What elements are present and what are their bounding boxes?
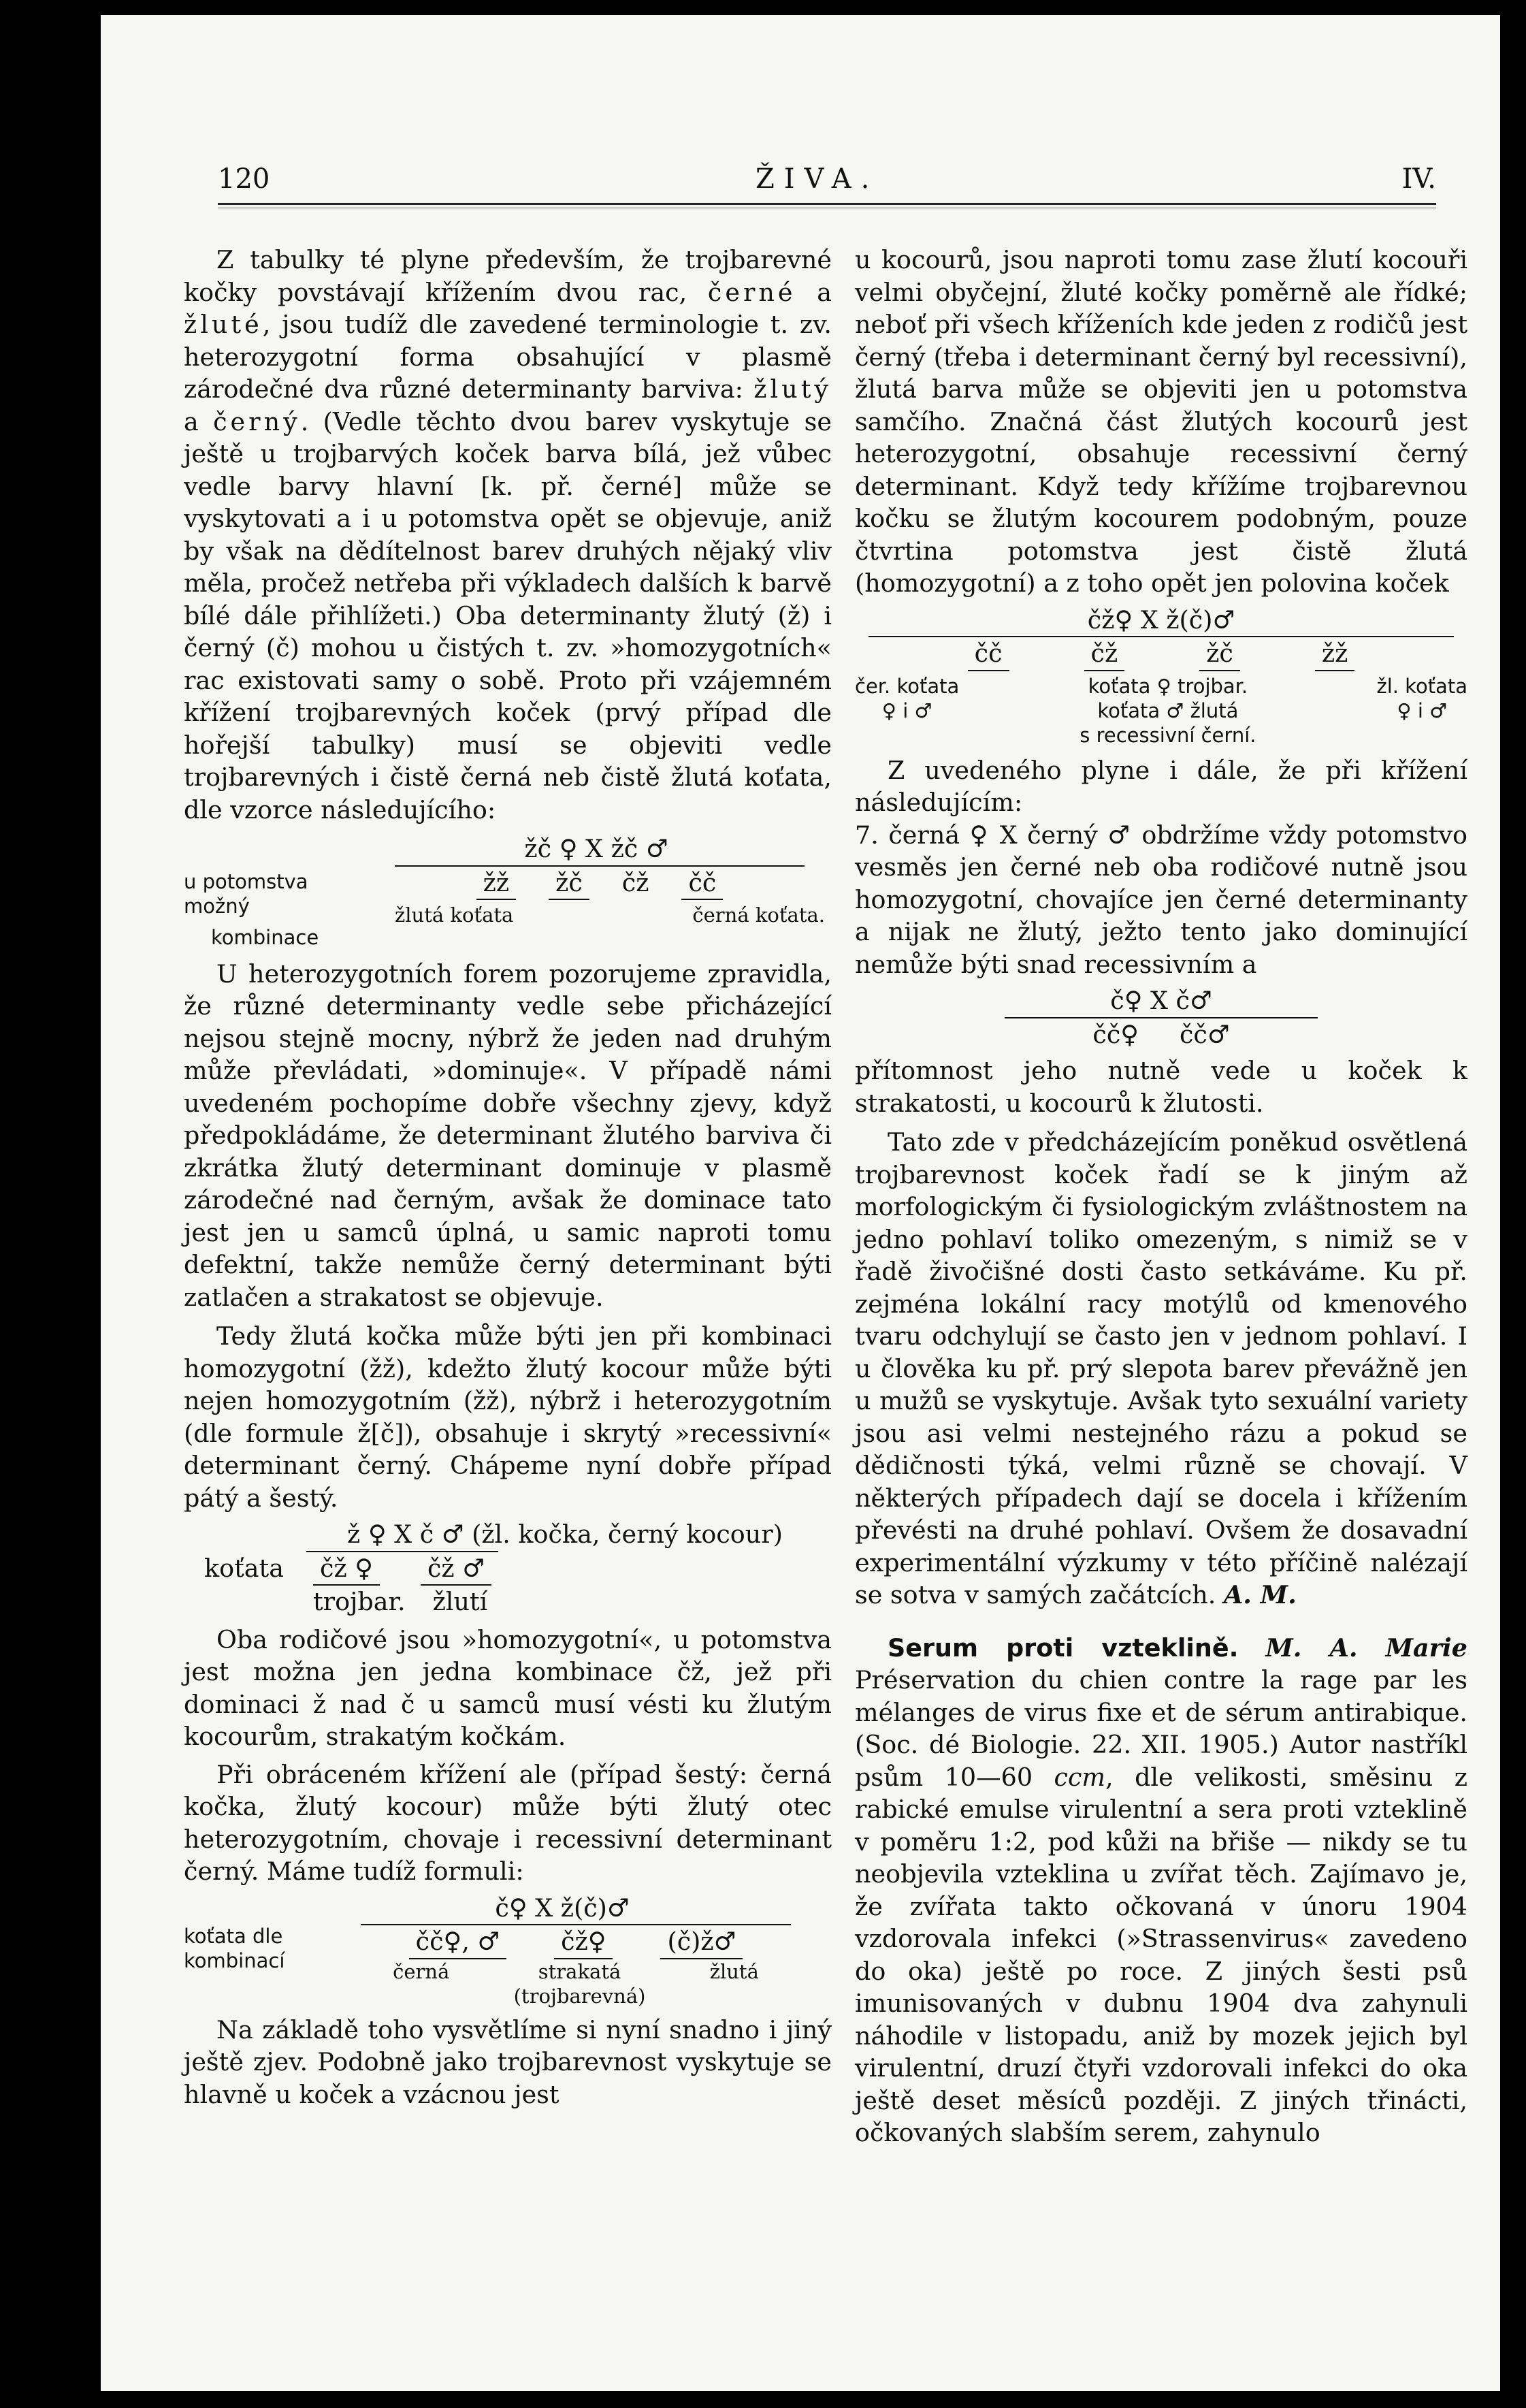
- paragraph: Z uvedeného plyne i dále, že při křížení následujícím:: [855, 755, 1467, 817]
- page-number: 120: [218, 163, 270, 195]
- right-column: [855, 244, 1467, 2149]
- paragraph: Tato zde v předcházejícím poněkud osvětlená trojbarevnost koček řadí se k jiným až morfologickým či fysiologickým zvláštnostem na jedno pohlaví toliko omezeným, s nimiž se v řadě živočišné dosti často setkáváme. Ku př. zejména lokální racy motýlů od kmenového tvaru odchylují se často jen v jednom pohlaví. I u člověka ku př. prý slepota barev převážně jen u mužů se vyskytuje. Avšak tyto sexuální variety jsou asi velmi nestejného rázu a pokud se dědičnosti týká, velmi různě se chovají. V některých případech dají se docela i křížením převésti na druhé pohlaví. Ovšem že dosavadní experimentální výzkumy v této příčině nalézají se sotva v samých začátcích. A. M.: [855, 1127, 1467, 1609]
- paragraph: Při obráceném křížení ale (případ šestý: černá kočka, žlutý kocour) může býti žlutý otec heterozygotním, chovaje i recessivní determinant černý. Máme tudíž formuli:: [184, 1759, 832, 1886]
- formula-4: čž♀ X ž(č)♂ čč čž žč žž čer. koťata ♀ i ♂ koťata ♀ trojbar. koťata ♂ žlutá s recessivní černí. žl. koťata ♀ i ♂: [855, 605, 1467, 747]
- paragraph: přítomnost jeho nutně vede u koček k strakatosti, u kocourů k žlutosti.: [855, 1056, 1467, 1118]
- running-header: [218, 163, 1436, 193]
- formula-1: žč ♀ X žč ♂ u potomstva možný kombinace žž žč čž čč žlutá koťata černá koťata.: [184, 834, 825, 949]
- paragraph: Serum proti vzteklině. M. A. Marie Préservation du chien contre la rage par les mélanges de virus fixe et de sérum antirabique. (Soc. dé Biologie. 22. XII. 1905.) Autor nastříkl psům 10—60 ccm, dle velikosti, směsinu z rabické emulse virulentní a sera proti vzteklině v poměru 1:2, pod kůži na břiše — nikdy se tu neobjevila vzteklina u zvířat těch. Zajímavo je, že zvířata takto očkovaná v únoru 1904 vzdorovala infekci (»Strassenvirus« zavedeno do oka) ještě po roce. Z jiných šesti psů imunisovaných v dubnu 1904 dva zahynuli náhodile v listopadu, aniž by mozek jejich byl virulentní, druzí čtyři vzdorovali infekci do oka ještě deset měsíců později. Z jiných třinácti, očkovaných slabším serem, zahynulo: [855, 1633, 1467, 2147]
- paragraph: u kocourů, jsou naproti tomu zase žlutí kocouři velmi obyčejní, žluté kočky poměrně ale řídké; neboť při všech kříženích kde jeden z rodičů jest černý (třeba i determinant černý byl recessivní), žlutá barva může se objeviti jen u potomstva samčího. Značná část žlutých kocourů jest heterozygotní, obsahuje recessivní černý determinant. Když tedy křížíme trojbarevnou kočku se žlutým kocourem podobným, pouze čtvrtina potomstva jest čistě žlutá (homozygotní) a z toho opět jen polovina koček: [855, 245, 1467, 598]
- volume-number: IV.: [1401, 163, 1436, 195]
- formula-2: ž ♀ X č ♂ (žl. kočka, černý kocour) koťata čž ♀ čž ♂ trojbar. žlutí: [204, 1520, 783, 1616]
- article-title: Serum proti vzteklině.: [888, 1633, 1239, 1663]
- paragraph: 7. černá ♀ X černý ♂ obdržíme vždy potomstvo vesměs jen černé neb oba rodičové nutně jsou homozygotní, chovajíce jen černé determinanty a nijak ne žlutý, ježto tento jako dominující nemůže býti snad recessivním a: [855, 820, 1468, 979]
- left-column: [184, 244, 832, 2110]
- paragraph: U heterozygotních forem pozorujeme zpravidla, že různé determinanty vedle sebe přicházející nejsou stejně mocny, nýbrž že jeden nad druhým může převládati, »dominuje«. V případě námi uvedeném pochopíme dobře všechny zjevy, když předpokládáme, že determinant žlutého barviva či zkrátka žlutý determinant dominuje v plasmě zárodečné nad černým, avšak že dominace tato jest jen u samců úplná, u samic naproti tomu defektní, takže nemůže černý determinant býti zatlačen a strakatost se objevuje.: [184, 959, 832, 1312]
- journal-title: ŽIVA.: [756, 163, 879, 195]
- paragraph: Tedy žlutá kočka může býti jen při kombinaci homozygotní (žž), kdežto žlutý kocour může býti nejen homozygotním (žž), nýbrž i heterozygotním (dle formule ž[č]), obsahuje i skrytý »recessivní« determinant černý. Chápeme nyní dobře případ pátý a šestý.: [184, 1321, 832, 1513]
- header-rule: [218, 203, 1436, 205]
- paragraph: Na základě toho vysvětlíme si nyní snadno i jiný ještě zjev. Podobně jako trojbarevnost vyskytuje se hlavně u koček a vzácnou jest: [184, 2014, 832, 2109]
- formula-5: č♀ X č♂ čč♀ čč♂: [855, 984, 1467, 1050]
- paragraph: Oba rodičové jsou »homozygotní«, u potomstva jest možna jen jedna kombinace čž, jež při dominaci ž nad č u samců musí vésti ku žlutým kocourům, strakatým kočkám.: [184, 1624, 832, 1751]
- paragraph: Z tabulky té plyne především, že trojbarevné kočky povstávají křížením dvou rac, černé a žluté, jsou tudíž dle zavedené terminologie t. zv. heterozygotní forma obsahující v plasmě zárodečné dva různé determinanty barviva: žlutý a černý. (Vedle těchto dvou barev vyskytuje se ještě u trojbarvých koček barva bílá, jež vůbec vedle barvy hlavní [k. př. černé] může se vyskytovati a i u potomstva opět se objevuje, aniž by však na dědítelnost barev druhých nějaký vliv měla, pročež netřeba při výkladech dalších k barvě bílé dále přihlížeti.) Oba determinanty žlutý (ž) i černý (č) mohou u čistých t. zv. »homozygotních« rac existovati samy o sobě. Proto při vzájemném křížení trojbarevných koček (prvý případ dle hořejší tabulky) musí se objeviti vedle trojbarevných i čistě černá neb čistě žlutá koťata, dle vzorce následujícího:: [184, 245, 832, 824]
- formula-3: č♀ X ž(č)♂ koťata dle kombinací čč♀, ♂ čž♀ (č)ž♂ černá strakatá (trojbarevná) žlutá: [184, 1892, 832, 2008]
